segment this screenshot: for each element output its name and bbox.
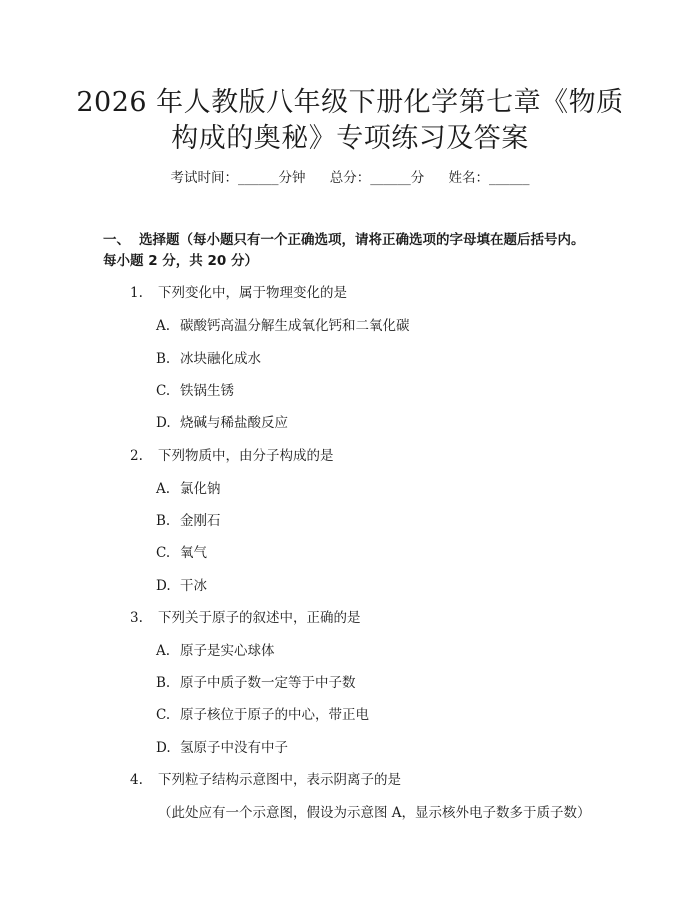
question-number: 1. — [130, 285, 143, 301]
question-3-option-d — [156, 738, 288, 758]
question-1-option-d — [156, 413, 288, 433]
option-letter: B. — [156, 675, 171, 691]
option-text: 原子核位于原子的中心，带正电 — [180, 707, 369, 723]
option-text: 氢原子中没有中子 — [180, 740, 288, 756]
option-text: 烧碱与稀盐酸反应 — [180, 415, 288, 431]
option-letter: D. — [156, 415, 171, 431]
total-score-field: 总分：______分 — [329, 170, 425, 186]
question-4 — [130, 770, 401, 790]
question-number: 3. — [130, 610, 143, 626]
question-1-option-b — [156, 349, 261, 369]
option-text: 氧气 — [180, 545, 207, 561]
question-3-option-a — [156, 641, 275, 661]
option-text: 铁锅生锈 — [180, 383, 234, 399]
question-1-option-c — [156, 381, 234, 401]
question-3-option-c — [156, 705, 369, 725]
option-text: 碳酸钙高温分解生成氧化钙和二氧化碳 — [180, 318, 410, 334]
option-letter: A. — [156, 481, 171, 497]
question-1 — [130, 283, 347, 303]
option-text: 原子是实心球体 — [180, 643, 275, 659]
option-text: 冰块融化成水 — [180, 351, 261, 367]
option-letter: C. — [156, 383, 171, 399]
student-name-field: 姓名：______ — [448, 170, 530, 186]
question-3 — [130, 608, 361, 628]
option-letter: B. — [156, 351, 171, 367]
question-text: 下列粒子结构示意图中，表示阴离子的是 — [158, 772, 401, 788]
section-number: 一、 — [103, 232, 130, 248]
option-letter: B. — [156, 513, 171, 529]
question-2-option-b — [156, 511, 221, 531]
question-1-option-a — [156, 316, 410, 336]
option-text: 金刚石 — [180, 513, 221, 529]
question-2-option-c — [156, 543, 207, 563]
question-text: 下列物质中，由分子构成的是 — [158, 448, 334, 464]
page-title-line-2: 构成的奥秘》专项练习及答案 — [171, 123, 529, 154]
option-letter: D. — [156, 740, 171, 756]
option-text: 干冰 — [180, 578, 207, 594]
question-number: 4. — [130, 772, 143, 788]
option-letter: A. — [156, 643, 171, 659]
question-3-option-b — [156, 673, 356, 693]
exam-time-field: 考试时间：______分钟 — [170, 170, 306, 186]
option-letter: C. — [156, 545, 171, 561]
option-text: 氯化钠 — [180, 481, 221, 497]
section-instructions-line-1: 选择题（每小题只有一个正确选项，请将正确选项的字母填在题后括号内。 — [139, 232, 585, 248]
question-text: 下列变化中，属于物理变化的是 — [158, 285, 347, 301]
question-2-option-d — [156, 576, 207, 596]
section-instructions-line-2: 每小题 2 分，共 20 分） — [103, 253, 258, 269]
page-title-line-1: 2026 年人教版八年级下册化学第七章《物质 — [76, 87, 624, 118]
option-letter: D. — [156, 578, 171, 594]
question-text: 下列关于原子的叙述中，正确的是 — [158, 610, 361, 626]
question-2 — [130, 446, 334, 466]
question-2-option-a — [156, 479, 221, 499]
question-number: 2. — [130, 448, 143, 464]
section-heading — [103, 230, 623, 250]
option-text: 原子中质子数一定等于中子数 — [180, 675, 356, 691]
option-letter: A. — [156, 318, 171, 334]
exam-info-row — [0, 168, 700, 188]
question-4-diagram-note: （此处应有一个示意图，假设为示意图 A，显示核外电子数多于质子数） — [158, 805, 591, 821]
option-letter: C. — [156, 707, 171, 723]
